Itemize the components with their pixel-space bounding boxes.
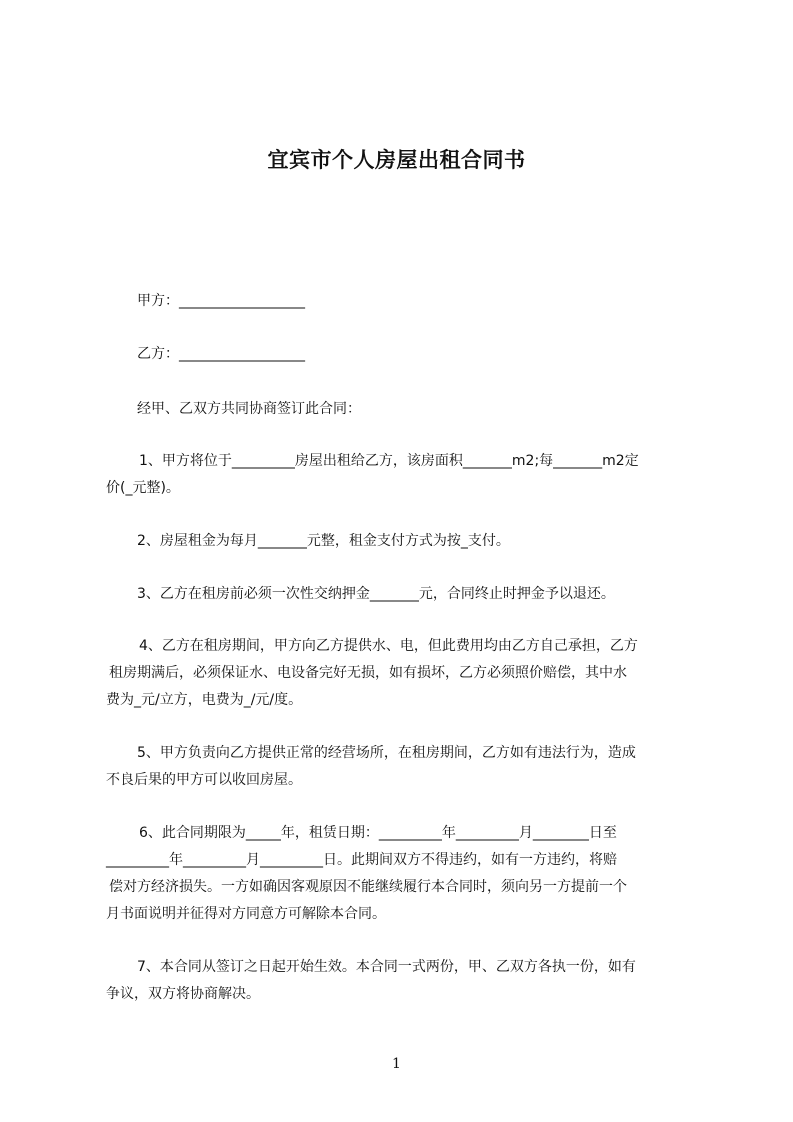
party-a-line: 甲方：__________________: [137, 293, 305, 309]
document-title: 宜宾市个人房屋出租合同书: [267, 148, 526, 172]
party-b-line: 乙方：__________________: [137, 346, 305, 362]
clause-1-line-1: 1、甲方将位于_________房屋出租给乙方，该房面积_______m2;每_______m2定: [139, 453, 639, 469]
clause-3-line-1: 3、乙方在租房前必须一次性交纳押金_______元，合同终止时押金予以退还。: [137, 586, 615, 602]
clause-7-line-1: 7、本合同从签订之日起开始生效。本合同一式两份，甲、乙双方各执一份，如有: [137, 959, 636, 975]
clause-4-line-2: 租房期满后，必须保证水、电设备完好无损，如有损坏，乙方必须照价赔偿，其中水: [109, 665, 627, 681]
clause-2-line-1: 2、房屋租金为每月_______元整，租金支付方式为按_支付。: [137, 533, 510, 549]
intro-line: 经甲、乙双方共同协商签订此合同：: [137, 401, 361, 417]
clause-6-line-2: _________年_________月_________日。此期间双方不得违约，如有一方违约，将赔: [106, 852, 617, 868]
page-number: 1: [392, 1056, 401, 1072]
clause-5-line-2: 不良后果的甲方可以收回房屋。: [106, 772, 302, 788]
clause-4-line-3: 费为_元/立方，电费为_/元/度。: [106, 692, 303, 708]
clause-6-line-1: 6、此合同期限为_____年，租赁日期：_________年_________月________日至: [139, 825, 617, 841]
clause-6-line-4: 月书面说明并征得对方同意方可解除本合同。: [106, 906, 386, 922]
clause-7-line-2: 争议，双方将协商解决。: [106, 986, 260, 1002]
clause-1-line-2: 价(_元整)。: [106, 480, 180, 496]
clause-4-line-1: 4、乙方在租房期间，甲方向乙方提供水、电，但此费用均由乙方自己承担，乙方: [139, 638, 638, 654]
clause-6-line-3: 偿对方经济损失。一方如确因客观原因不能继续履行本合同时，须向另一方提前一个: [109, 879, 627, 895]
clause-5-line-1: 5、甲方负责向乙方提供正常的经营场所，在租房期间，乙方如有违法行为，造成: [137, 745, 636, 761]
